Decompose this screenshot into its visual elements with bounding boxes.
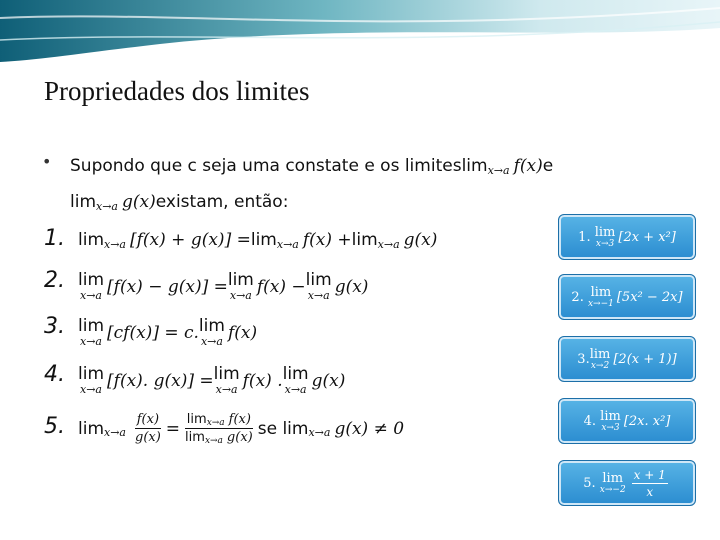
intro-and: e [542,156,554,176]
math-expr: g(x) [334,276,369,297]
lim-word: lim [213,364,240,384]
exercise-label: 1. [578,229,591,245]
property-number: 3. [44,314,65,339]
lim-word: lim [282,364,309,384]
header-banner [0,0,720,64]
lim-word: lim [351,230,378,250]
lim-word: lim [78,316,105,336]
math-expr: f(x) + [302,230,352,250]
lim-word: lim [600,408,621,424]
lim-subscript: x→3 [595,238,615,249]
lim-subscript: x→a [284,383,307,396]
property-3 [78,318,257,347]
lim-word: lim [78,230,105,250]
lim-subscript: x→−1 [587,298,614,309]
lim-subscript: x→a [215,383,238,396]
lim-word: lim [227,270,254,290]
lim-word: lim [185,430,205,445]
exercise-box-4[interactable] [558,398,696,444]
lim-subscript: x→a [377,237,400,251]
fraction-denominator: g(x) [135,430,161,445]
math-gx: g(x) [122,192,156,212]
lim-word: lim [250,230,277,250]
property-number: 5. [44,414,65,439]
slide-title: Propriedades dos limites [44,76,310,106]
fraction [632,468,668,499]
fraction-numerator: x + 1 [633,467,666,482]
exercise-expression: [2x. x²] [623,413,671,429]
exercise-expression: [2x + x²] [618,229,676,245]
lim-subscript: x→2 [590,360,610,371]
lim-subscript: x→a [204,436,223,446]
property-1 [78,230,437,250]
fraction-numerator: f(x) [136,412,160,427]
math-expr: [f(x) + g(x)] = [130,230,251,250]
lim-word: lim [305,270,332,290]
lim-word: lim [78,270,105,290]
intro-text: existam, então: [155,192,289,212]
lim-subscript: x→a [200,335,223,348]
property-number: 1. [44,226,65,251]
lim-subscript: x→a [308,426,331,439]
exercise-box-1[interactable] [558,214,696,260]
lim-subscript: x→a [276,237,299,251]
math-fx: f(x) [513,156,543,176]
lim-word: lim [461,156,488,176]
lim-word: lim [78,364,105,384]
lim-subscript: x→a [487,163,510,177]
exercise-label: 4. [583,413,597,429]
exercise-box-2[interactable] [558,274,696,320]
math-expr: g(x) [403,230,438,250]
lim-subscript: x→a [229,289,252,302]
exercise-box-3[interactable] [558,336,696,382]
lim-subscript: x→3 [601,422,620,433]
lim-word: lim [198,316,225,336]
condition-text: se lim [257,418,309,439]
intro-text: Supondo que c seja uma constate e os limites [70,156,462,176]
intro-line-1 [70,156,553,176]
math-expr: f(x) − [256,276,306,297]
property-2 [78,272,368,301]
lim-subscript: x→a [80,335,102,348]
exercise-label: 3. [577,351,590,367]
lim-word: lim [186,412,207,427]
exercise-expression: [2(x + 1)] [613,351,677,367]
property-number: 4. [44,362,65,387]
exercise-label: 2. [571,289,584,305]
lim-subscript: x→a [206,418,225,428]
math-expr: g(x) [311,370,346,391]
lim-word: lim [590,284,612,300]
fraction [183,412,255,445]
lim-subscript: x→a [104,237,126,251]
math-expr: f(x) . [242,370,283,391]
exercise-expression: [5x² − 2x] [616,289,683,305]
bullet-icon: • [42,152,52,171]
intro-line-2 [70,192,288,212]
property-number: 2. [44,268,65,293]
math-expr: f(x) [227,322,258,343]
lim-subscript: x→a [104,426,126,439]
exercise-label: 5. [583,475,596,491]
lim-word: lim [70,192,97,212]
lim-subscript: x→−2 [599,484,626,495]
fraction [133,412,163,445]
lim-word: lim [78,418,105,439]
lim-word: lim [602,470,624,486]
fraction-numerator: f(x) [228,412,251,427]
condition-text: g(x) ≠ 0 [334,418,405,439]
fraction-denominator: g(x) [226,430,253,445]
exercise-box-5[interactable] [558,460,696,506]
lim-subscript: x→a [80,383,102,396]
lim-word: lim [589,346,611,362]
math-expr: [cf(x)] = c. [107,322,199,343]
property-4 [78,366,345,395]
lim-subscript: x→a [307,289,330,302]
lim-word: lim [594,224,616,240]
equals-sign: = [165,418,181,439]
property-5 [78,412,404,445]
fraction-denominator: x [646,484,654,499]
lim-subscript: x→a [80,289,102,302]
math-expr: [f(x). g(x)] = [107,370,214,391]
math-expr: [f(x) − g(x)] = [107,276,228,297]
lim-subscript: x→a [96,199,118,213]
